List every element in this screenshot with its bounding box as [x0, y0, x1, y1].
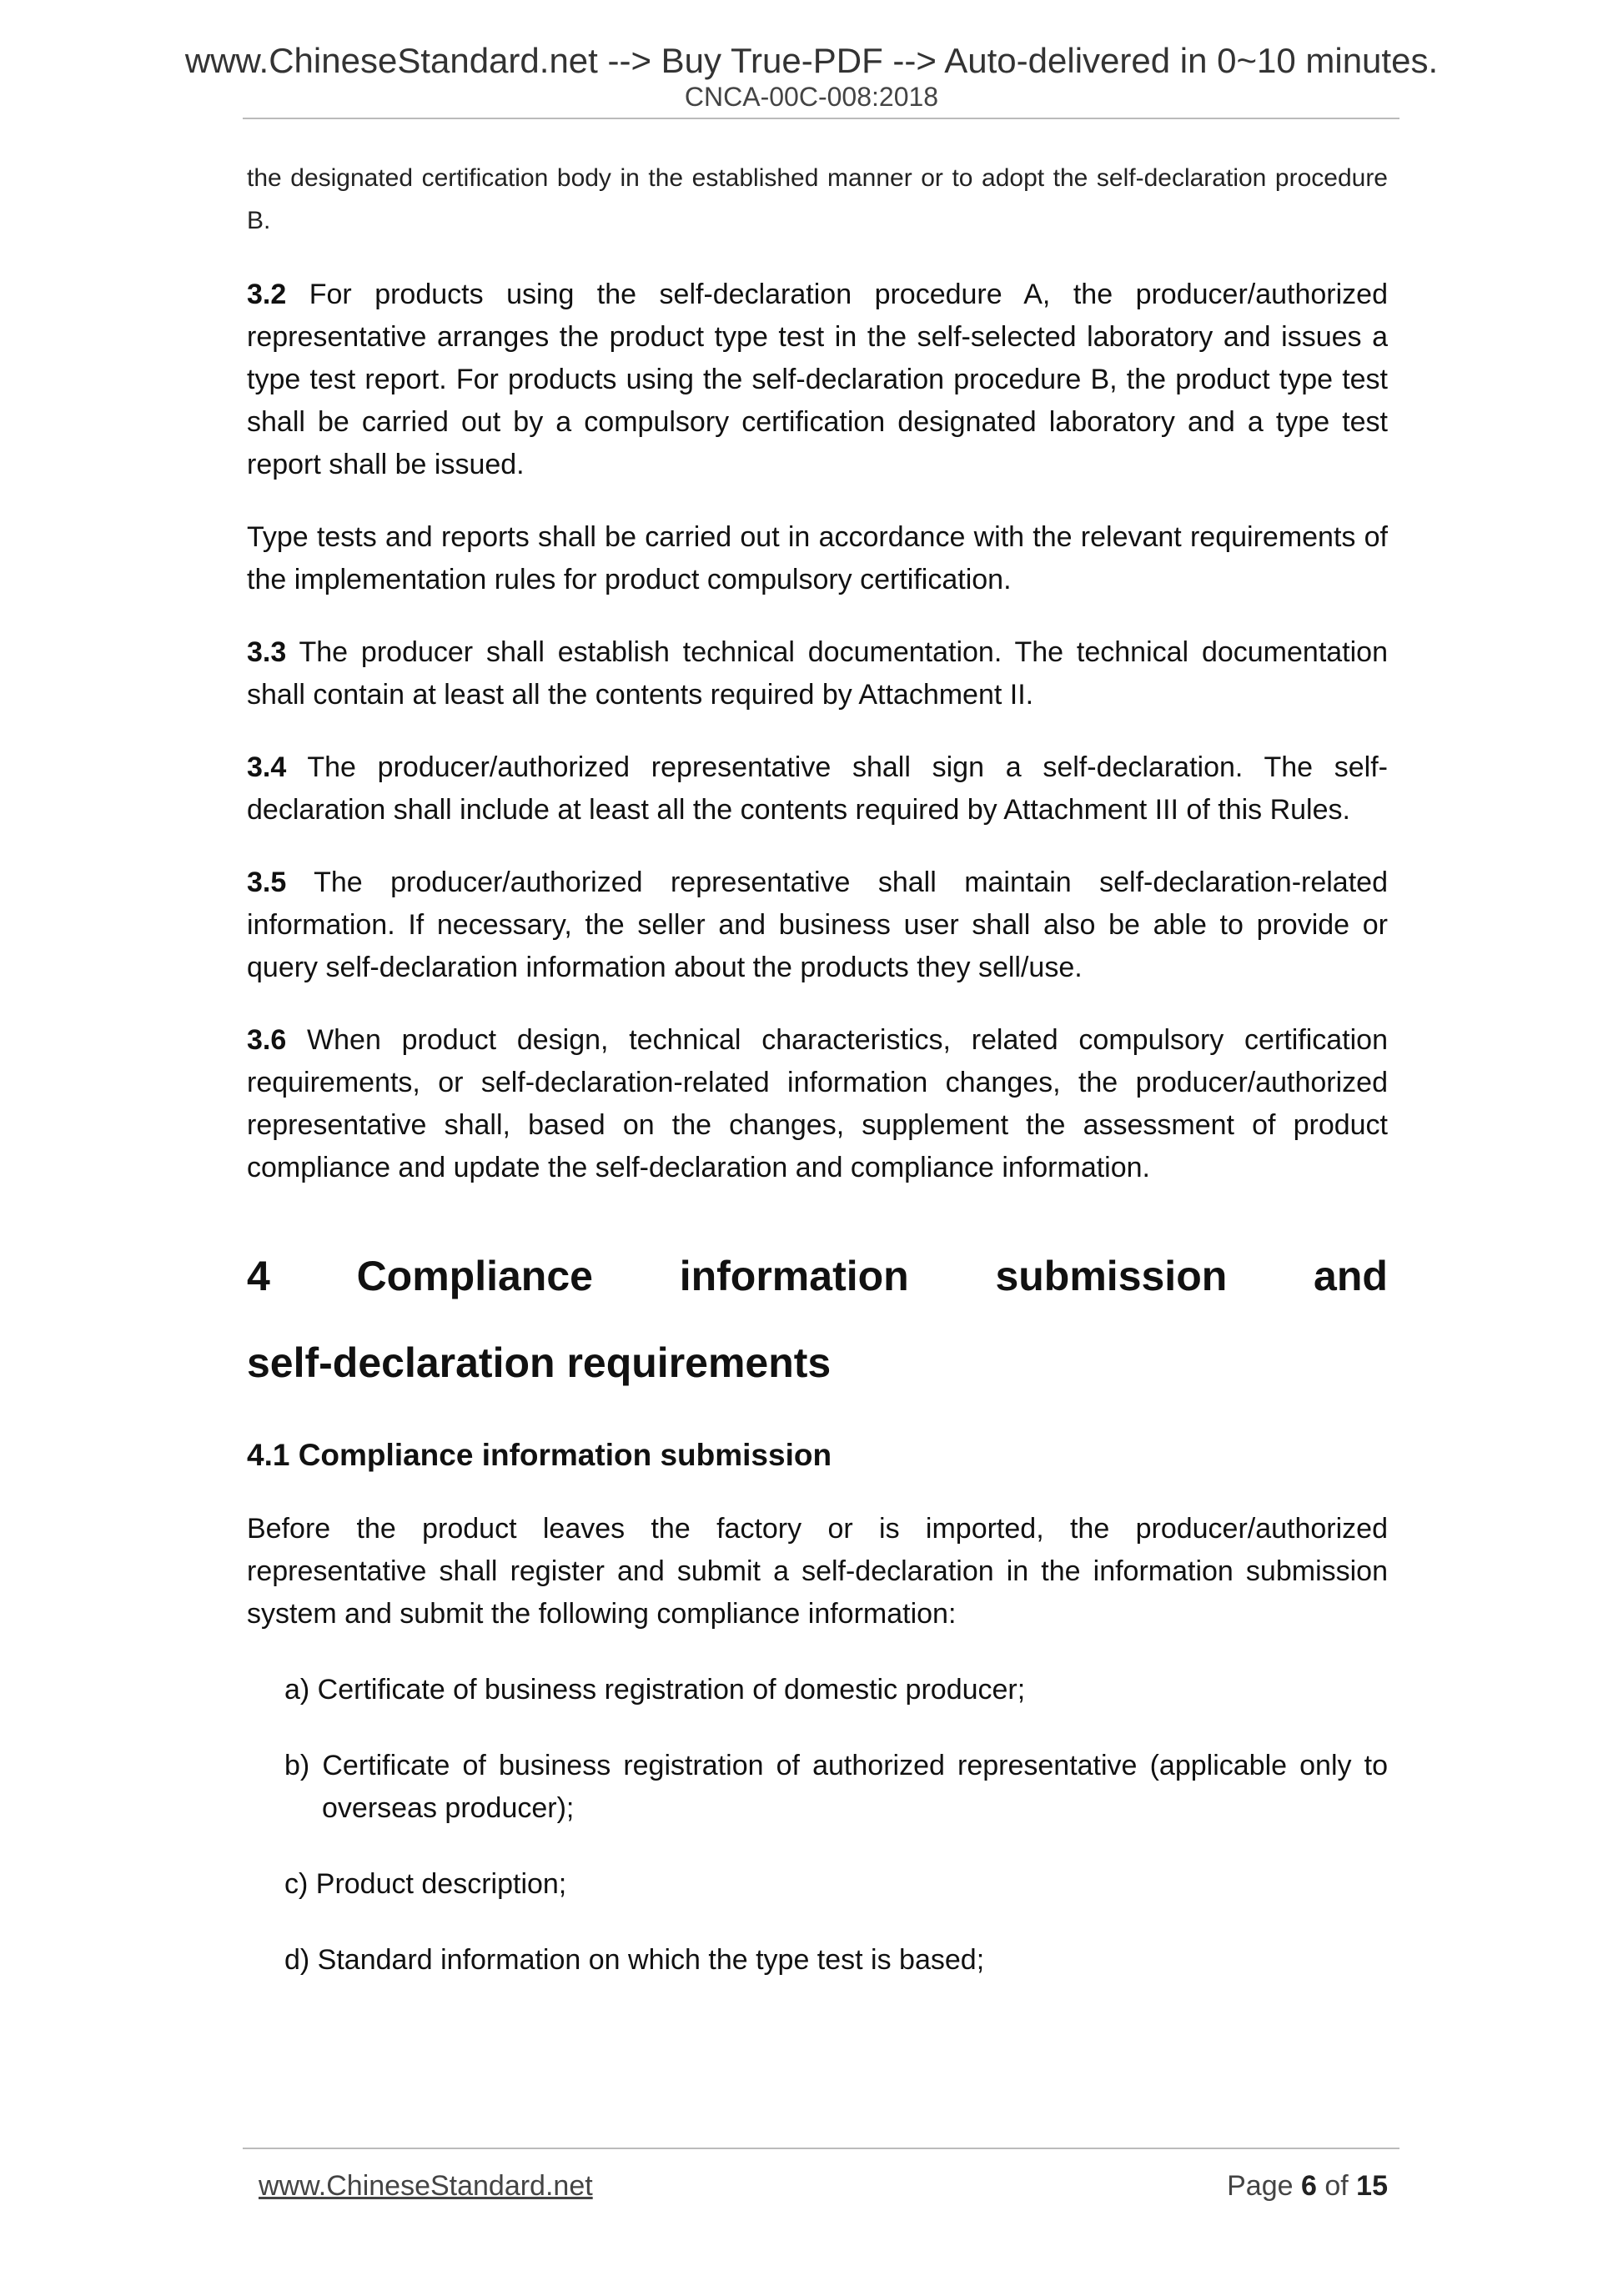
clause-3-2-continued: Type tests and reports shall be carried out in accordance with the relevant requirements of the implementation rules for product compulsory certification. — [247, 521, 1388, 595]
list-item: c) Product description; — [284, 1868, 567, 1900]
current-page-number: 6 — [1300, 2170, 1317, 2202]
clause-text: The producer/authorized representative shall maintain self-declaration-related information. If necessary, the seller and business user shall also be able to provide or query self-declaration information about the products they sell/use. — [247, 867, 1388, 983]
site-banner: www.ChineseStandard.net --> Buy True-PDF --> Auto-delivered in 0~10 minutes. — [184, 41, 1439, 80]
section-4-word: submission — [995, 1253, 1228, 1299]
section-4-1-heading: 4.1 Compliance information submission — [247, 1438, 832, 1472]
clause-3-2 — [247, 274, 1388, 486]
section-4-heading — [247, 1233, 1388, 1406]
header-divider — [243, 118, 1399, 119]
page-indicator — [1227, 2172, 1388, 2200]
section-4-heading-line-2: self-declaration requirements — [247, 1339, 832, 1386]
list-item: a) Certificate of business registration of domestic producer; — [284, 1674, 1026, 1706]
section-4-word: Compliance — [356, 1253, 593, 1299]
clause-3-4 — [247, 746, 1388, 831]
clause-text: The producer/authorized representative shall sign a self-declaration. The self-declaration shall include at least all the contents required by Attachment III of this Rules. — [247, 751, 1388, 826]
list-item: d) Standard information on which the type test is based; — [284, 1944, 985, 1976]
clause-number: 3.2 — [247, 279, 287, 310]
clause-3-3 — [247, 631, 1388, 716]
section-4-1-paragraph: Before the product leaves the factory or is imported, the producer/authorized representative shall register and submit a self-declaration in the information submission system and submit the following compliance information: — [247, 1513, 1388, 1630]
clause-number: 3.3 — [247, 636, 287, 668]
page-content — [247, 157, 1388, 1982]
footer-site-link[interactable]: www.ChineseStandard.net — [259, 2170, 593, 2202]
clause-number: 3.4 — [247, 751, 287, 783]
of-label: of — [1324, 2170, 1349, 2202]
clause-text: When product design, technical characteristics, related compulsory certification requirements, or self-declaration-related information changes, the producer/authorized representative shall, based on the changes, supplement the assessment of product compliance and update the self-declaration and compliance information. — [247, 1024, 1388, 1183]
section-4-heading-line-1 — [247, 1233, 1388, 1319]
page-label: Page — [1227, 2170, 1294, 2202]
section-4-word: and — [1314, 1253, 1388, 1299]
clause-3-5 — [247, 862, 1388, 989]
clause-number: 3.5 — [247, 867, 287, 898]
clause-3-6 — [247, 1019, 1388, 1189]
clause-text: For products using the self-declaration procedure A, the producer/authorized representative arranges the product type test in the self-selected laboratory and issues a type test report. For products using the self-declaration procedure B, the product type test shall be carried out by a compulsory certification designated laboratory and a type test report shall be issued. — [247, 279, 1388, 480]
section-4-number: 4 — [247, 1253, 270, 1299]
clause-number: 3.6 — [247, 1024, 287, 1056]
clause-text: The producer shall establish technical documentation. The technical documentation shall contain at least all the contents required by Attachment II. — [247, 636, 1388, 711]
compliance-info-list — [247, 1669, 1388, 1982]
intro-paragraph: the designated certification body in the established manner or to adopt the self-declaration procedure B. — [247, 164, 1388, 234]
document-code: CNCA-00C-008:2018 — [684, 82, 939, 112]
section-4-word: information — [679, 1253, 909, 1299]
footer-divider — [243, 2148, 1399, 2149]
list-item: b) Certificate of business registration of authorized representative (applicable only to overseas producer); — [284, 1750, 1388, 1824]
total-pages-number: 15 — [1356, 2170, 1388, 2202]
